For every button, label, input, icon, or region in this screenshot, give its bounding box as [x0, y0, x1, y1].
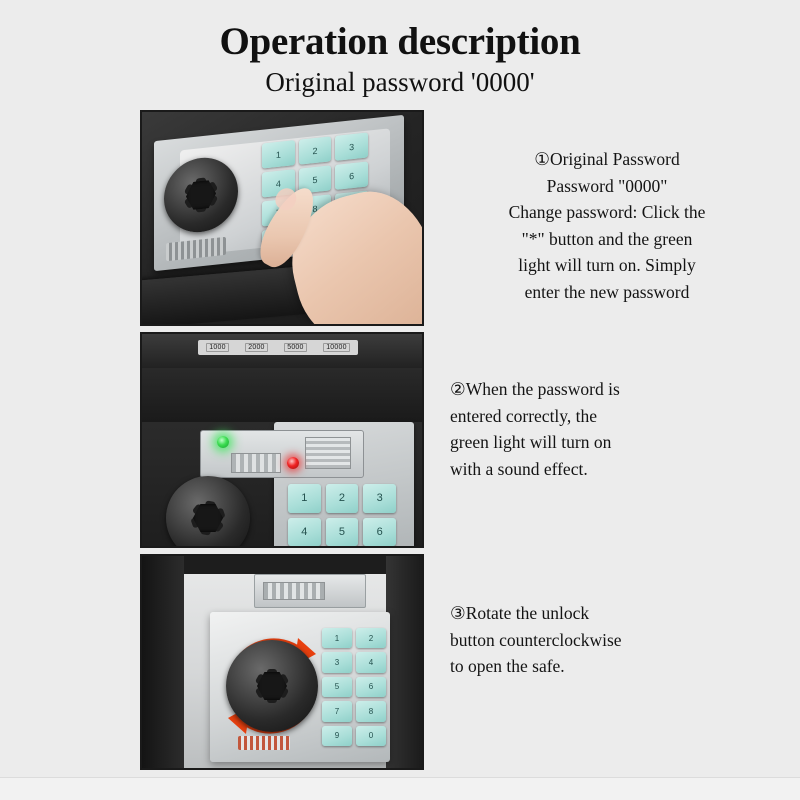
photo2-detail-grid-2: [305, 437, 351, 469]
keypad-key: 1: [288, 484, 321, 513]
caption-line: Password "0000": [546, 175, 668, 196]
keypad-key: 2: [356, 628, 386, 648]
photo2-denomination-strip: [198, 340, 358, 355]
photo3-vent-strip: [238, 736, 290, 750]
keypad-key: 9: [322, 726, 352, 746]
keypad-key: 1: [322, 628, 352, 648]
keypad-key: 6: [363, 518, 396, 547]
caption-line: "*" button and the green: [521, 228, 693, 249]
keypad-key: 5: [299, 165, 332, 193]
photo3-rotary-dial: [226, 640, 318, 732]
keypad-key: 0: [356, 726, 386, 746]
header: [0, 0, 800, 98]
page-subtitle: Original password '0000': [265, 66, 535, 97]
keypad-key: 8: [299, 194, 332, 222]
keypad-key: 4: [356, 652, 386, 672]
keypad-key: 5: [322, 677, 352, 697]
photo3-left-frame: [142, 556, 184, 768]
step-row-2: [0, 332, 800, 548]
keypad-key: 2: [299, 136, 332, 164]
caption-line: to open the safe.: [450, 656, 565, 677]
caption-line: ①Original Password: [534, 149, 680, 169]
keypad-key: 6: [356, 677, 386, 697]
photo1-rotary-dial: [164, 154, 238, 236]
denomination-label: 1000: [206, 343, 228, 352]
denomination-label: 5000: [284, 343, 306, 352]
caption-line: ②When the password is: [450, 379, 620, 399]
photo3-right-frame: [386, 556, 422, 768]
caption-line: entered correctly, the: [450, 405, 598, 426]
step-1-caption: [424, 110, 800, 306]
keypad-key: 3: [322, 652, 352, 672]
photo3-detail-grid: [263, 582, 325, 600]
caption-line: enter the new password: [524, 281, 690, 302]
step-row-3: [0, 554, 800, 770]
keypad-key: 6: [335, 161, 368, 189]
green-light-indicator: [217, 436, 229, 448]
step-2-caption: [424, 332, 800, 482]
keypad-key: 1: [262, 140, 295, 168]
red-light-indicator: [287, 457, 299, 469]
keypad-key: 5: [326, 518, 359, 547]
denomination-label: 10000: [323, 343, 349, 352]
steps-list: [0, 110, 800, 776]
denomination-label: 2000: [245, 343, 267, 352]
keypad-key: 4: [262, 169, 295, 197]
photo2-keypad: [288, 484, 396, 546]
caption-line: button counterclockwise: [450, 629, 622, 650]
caption-line: with a sound effect.: [450, 458, 588, 479]
keypad-key: 3: [363, 484, 396, 513]
photo3-slot-plate: [254, 574, 366, 608]
photo2-detail-grid: [231, 453, 281, 473]
photo3-top-frame: [184, 556, 386, 574]
caption-line: light will turn on. Simply: [518, 255, 696, 276]
keypad-key: 2: [326, 484, 359, 513]
page-title: Operation description: [219, 20, 581, 63]
photo3-keypad: [322, 628, 386, 746]
photo2-rotary-dial: [166, 476, 250, 548]
keypad-key: 3: [335, 132, 368, 160]
keypad-key: 8: [356, 701, 386, 721]
photo2-mid-bezel: [142, 368, 422, 422]
caption-line: ③Rotate the unlock: [450, 603, 590, 623]
step-3-caption: [424, 554, 800, 680]
keypad-key: 4: [288, 518, 321, 547]
caption-line: Change password: Click the: [508, 202, 706, 223]
step-row-1: [0, 110, 800, 326]
caption-line: green light will turn on: [450, 432, 612, 453]
photo2-indicator-bar: [200, 430, 364, 478]
keypad-key: 7: [322, 701, 352, 721]
photo-keypad-closeup: [140, 110, 424, 326]
photo-rotate-dial: [140, 554, 424, 770]
bottom-strip: [0, 777, 800, 800]
photo-green-light: [140, 332, 424, 548]
